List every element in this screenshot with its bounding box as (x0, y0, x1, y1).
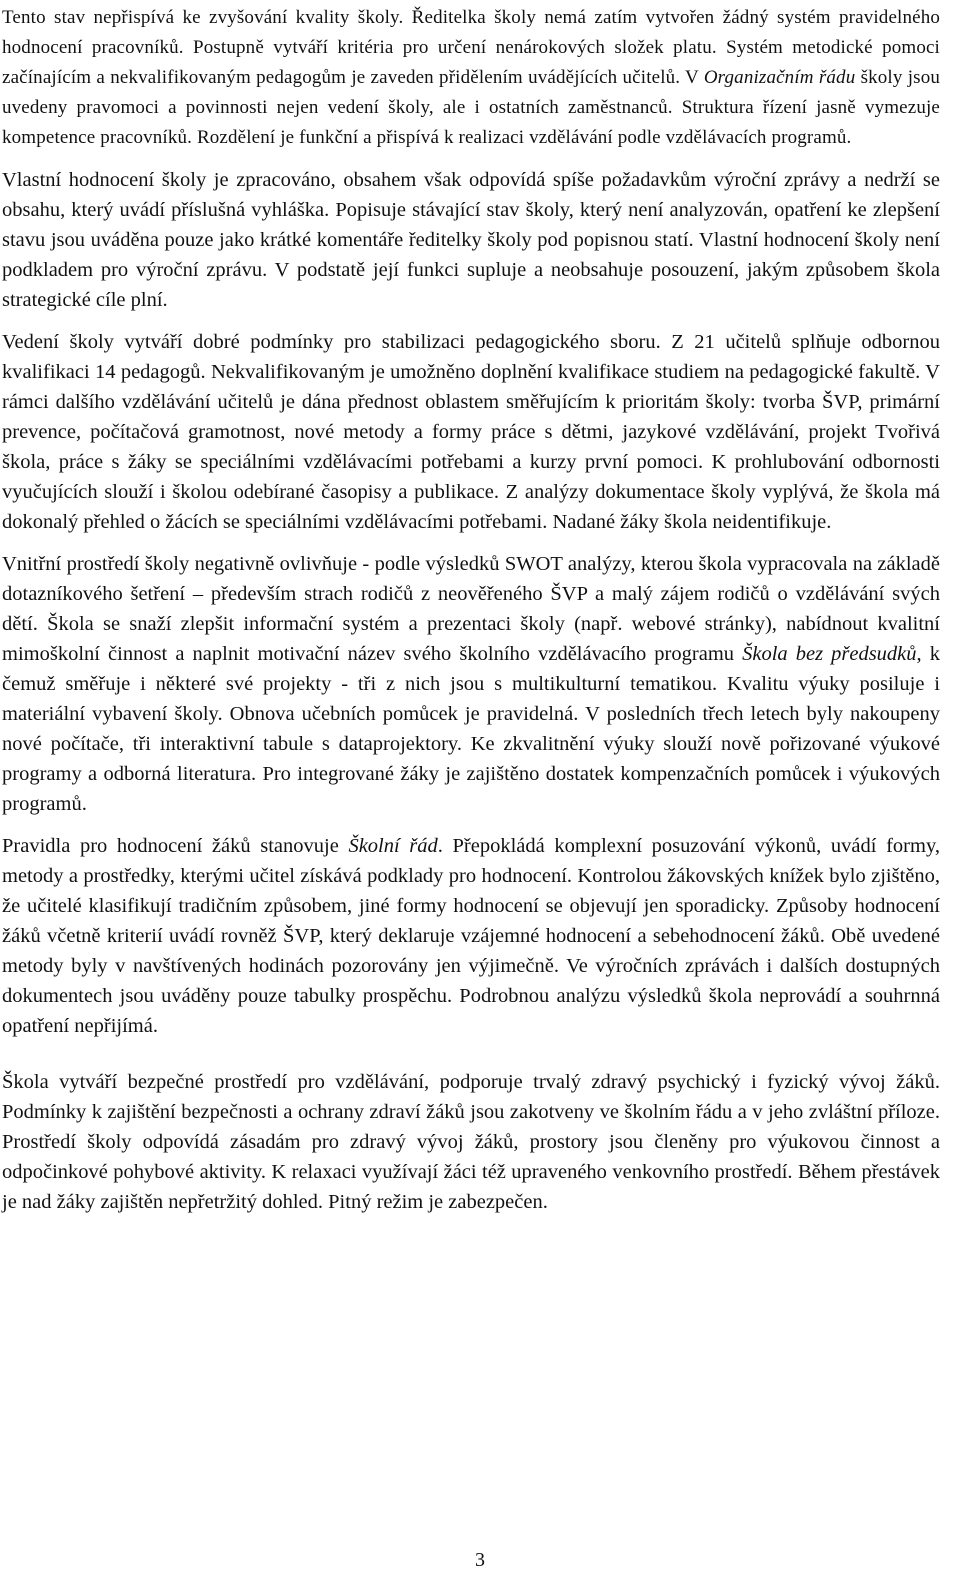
paragraph-5-text-a: Pravidla pro hodnocení žáků stanovuje (2, 835, 349, 857)
paragraph-3-text: Vedení školy vytváří dobré podmínky pro stabilizaci pedagogického sboru. Z 21 učitelů splňuje odbornou kvalifikaci 14 pedagogů. Nekvalifikovaným je umožněno doplnění kvalifikace studiem na pedagogické fakultě. V rámci dalšího vzdělávání učitelů je dána přednost oblastem směřujícím k prioritám školy: tvorba ŠVP, primární prevence, počítačová gramotnost, nové metody a formy práce s dětmi, jazykové vzdělávání, projekt Tvořivá škola, práce s žáky se speciálními vzdělávacími potřebami a kurzy první pomoci. K prohlubování odbornosti vyučujících slouží i školou odebírané časopisy a publikace. Z analýzy dokumentace školy vyplývá, že škola má dokonalý přehled o žácích se speciálními vzdělávacími potřebami. Nadané žáky škola neidentifikuje. (2, 331, 940, 533)
paragraph-5-text-b: . Přepokládá komplexní posuzování výkonů, uvádí formy, metody a prostředky, kterými učitel získává podklady pro hodnocení. Kontrolou žákovských knížek bylo zjištěno, že učitelé klasifikují tradičním způsobem, jiné formy hodnocení se objevují jen sporadicky. Způsoby hodnocení žáků včetně kriterií uvádí rovněž ŠVP, který deklaruje vzájemné hodnocení a sebehodnocení žáků. Obě uvedené metody byly v navštívených hodinách pozorovány jen výjimečně. Ve výročních zprávách i dalších dostupných dokumentech jsou uváděny pouze tabulky prospěchu. Podrobnou analýzu výsledků škola neprovádí a souhrnná opatření nepřijímá. (2, 835, 940, 1037)
paragraph-5 (2, 831, 940, 1041)
paragraph-1-italic-organizacni-rad: Organizačním řádu (703, 67, 856, 88)
paragraph-4-italic-program-name: Škola bez předsudků (742, 643, 917, 665)
paragraph-1-text-b: školy jsou uvedeny pravomoci a povinnosti nejen vedení školy, ale i ostatních zaměstnanců. Struktura řízení jasně vymezuje kompetence pracovníků. Rozdělení je funkční a přispívá k realizaci vzdělávání podle vzdělávacích programů. (2, 67, 940, 148)
paragraph-2 (2, 165, 940, 315)
paragraph-6-text: Škola vytváří bezpečné prostředí pro vzdělávání, podporuje trvalý zdravý psychický i fyzický vývoj žáků. Podmínky k zajištění bezpečnosti a ochrany zdraví žáků jsou zakotveny ve školním řádu a v jeho zvláštní příloze. Prostředí školy odpovídá zásadám pro zdravý vývoj žáků, prostory jsou členěny pro výukovou činnost a odpočinkové pohybové aktivity. K relaxaci využívají žáci též upraveného venkovního prostředí. Během přestávek je nad žáky zajištěn nepřetržitý dohled. Pitný režim je zabezpečen. (2, 1071, 940, 1213)
paragraph-4-text-a: Vnitřní prostředí školy negativně ovlivňuje - podle výsledků SWOT analýzy, kterou škola vypracovala na základě dotazníkového šetření – především strach rodičů z neověřeného ŠVP a malý zájem rodičů o vzdělávání svých dětí. Škola se snaží zlepšit informační systém a prezentaci školy (např. webové stránky), nabídnout kvalitní mimoškolní činnost a naplnit motivační název svého školního vzdělávacího programu (2, 553, 940, 665)
paragraph-4 (2, 549, 940, 819)
paragraph-3 (2, 327, 940, 537)
paragraph-4-text-b: , k čemuž směřuje i některé své projekty - tři z nich jsou s multikulturní tematikou. Kvalitu výuky posiluje i materiální vybavení školy. Obnova učebních pomůcek je pravidelná. V posledních třech letech byly nakoupeny nové počítače, tři interaktivní tabule s dataprojektory. Ke zkvalitnění výuky slouží nově pořizované výukové programy a odborná literatura. Pro integrované žáky je zajištěno dostatek kompenzačních pomůcek i výukových programů. (2, 643, 941, 815)
paragraph-1-text-a: Tento stav nepřispívá ke zvyšování kvality školy. Ředitelka školy nemá zatím vytvořen žádný systém pravidelného hodnocení pracovníků. Postupně vytváří kritéria pro určení nenárokových složek platu. Systém metodické pomoci začínajícím a nekvalifikovaným pedagogům je zaveden přidělením uvádějících učitelů. V (2, 7, 940, 88)
paragraph-1 (2, 3, 940, 153)
paragraph-6 (2, 1067, 940, 1217)
paragraph-5-italic-skolni-rad: Školní řád (348, 835, 438, 857)
paragraph-2-text: Vlastní hodnocení školy je zpracováno, obsahem však odpovídá spíše požadavkům výroční zprávy a nedrží se obsahu, který uvádí příslušná vyhláška. Popisuje stávající stav školy, který není analyzován, opatření ke zlepšení stavu jsou uváděna pouze jako krátké komentáře ředitelky školy pod popisnou statí. Vlastní hodnocení školy není podkladem pro výroční zprávu. V podstatě její funkci supluje a neobsahuje posouzení, jakým způsobem škola strategické cíle plní. (2, 169, 940, 311)
page-number: 3 (475, 1549, 485, 1571)
